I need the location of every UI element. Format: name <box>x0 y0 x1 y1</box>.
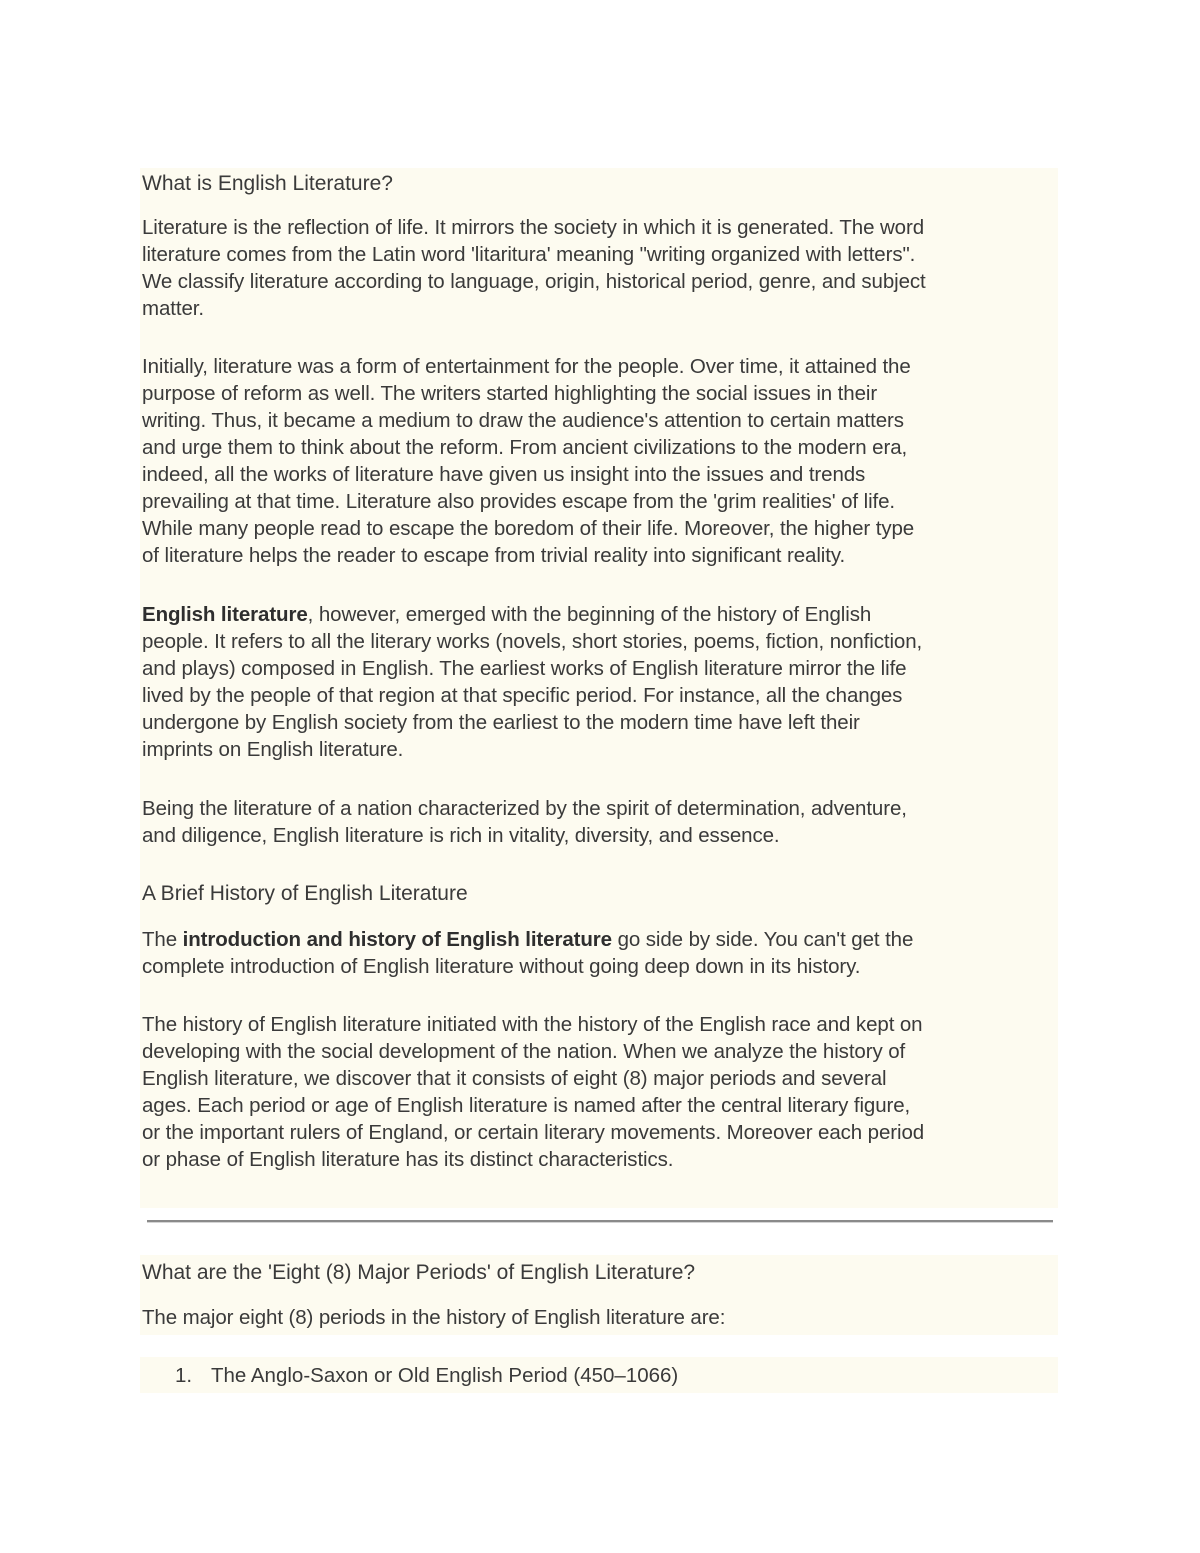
section-heading-brief-history: A Brief History of English Literature <box>142 882 468 905</box>
text-line <box>142 926 913 953</box>
paragraph-english-literature <box>142 601 922 763</box>
text-line: complete introduction of English literature without going deep down in its history. <box>142 955 861 978</box>
text-line: and diligence, English literature is rich in vitality, diversity, and essence. <box>142 824 780 847</box>
paragraph-definition <box>142 214 926 322</box>
horizontal-rule <box>147 1220 1053 1223</box>
text-line <box>142 601 922 628</box>
paragraph-history-development <box>142 1011 924 1173</box>
text-line: prevailing at that time. Literature also provides escape from the 'grim realities' of life. <box>142 490 896 513</box>
list-item <box>175 1362 678 1389</box>
bold-term: introduction and history of English literature <box>182 928 612 951</box>
section-heading-what-is: What is English Literature? <box>142 172 393 195</box>
text-line: ages. Each period or age of English literature is named after the central literary figure, <box>142 1094 911 1117</box>
text-line: or phase of English literature has its distinct characteristics. <box>142 1148 674 1171</box>
text-run: The <box>142 928 183 951</box>
text-line: Literature is the reflection of life. It mirrors the society in which it is generated. The word <box>142 216 925 239</box>
text-line: We classify literature according to language, origin, historical period, genre, and subject <box>142 270 926 293</box>
text-line: developing with the social development of the nation. When we analyze the history of <box>142 1040 906 1063</box>
text-line: people. It refers to all the literary works (novels, short stories, poems, fiction, nonfiction, <box>142 630 923 653</box>
text-line: Being the literature of a nation characterized by the spirit of determination, adventure, <box>142 797 907 820</box>
text-line: imprints on English literature. <box>142 738 404 761</box>
text-line: matter. <box>142 297 204 320</box>
text-line: writing. Thus, it became a medium to draw the audience's attention to certain matters <box>142 409 904 432</box>
text-line: of literature helps the reader to escape from trivial reality into significant reality. <box>142 544 846 567</box>
text-line: English literature, we discover that it consists of eight (8) major periods and several <box>142 1067 887 1090</box>
text-line: indeed, all the works of literature have given us insight into the issues and trends <box>142 463 866 486</box>
paragraph-nation <box>142 795 907 849</box>
text-line: While many people read to escape the boredom of their life. Moreover, the higher type <box>142 517 915 540</box>
paragraph-introduction-history <box>142 926 913 980</box>
text-line: and urge them to think about the reform. From ancient civilizations to the modern era, <box>142 436 908 459</box>
text-run: , however, emerged with the beginning of the history of English <box>307 603 872 626</box>
text-line: purpose of reform as well. The writers started highlighting the social issues in their <box>142 382 878 405</box>
paragraph-purpose <box>142 353 914 569</box>
text-line: Initially, literature was a form of entertainment for the people. Over time, it attained the <box>142 355 911 378</box>
text-line: and plays) composed in English. The earliest works of English literature mirror the life <box>142 657 907 680</box>
text-line: literature comes from the Latin word 'litaritura' meaning "writing organized with letters". <box>142 243 916 266</box>
bold-term: English literature <box>142 603 308 626</box>
text-line: lived by the people of that region at that specific period. For instance, all the changes <box>142 684 903 707</box>
list-item-label: The Anglo-Saxon or Old English Period (450–1066) <box>211 1364 679 1387</box>
text-line: The history of English literature initiated with the history of the English race and kept on <box>142 1013 923 1036</box>
text-line: undergone by English society from the earliest to the modern time have left their <box>142 711 860 734</box>
paragraph-periods-intro: The major eight (8) periods in the history of English literature are: <box>142 1306 726 1329</box>
list-item-number: 1. <box>175 1364 193 1387</box>
text-run: go side by side. You can't get the <box>611 928 914 951</box>
text-line: or the important rulers of England, or certain literary movements. Moreover each period <box>142 1121 925 1144</box>
section-heading-major-periods: What are the 'Eight (8) Major Periods' of English Literature? <box>142 1261 696 1284</box>
periods-list <box>175 1362 678 1389</box>
